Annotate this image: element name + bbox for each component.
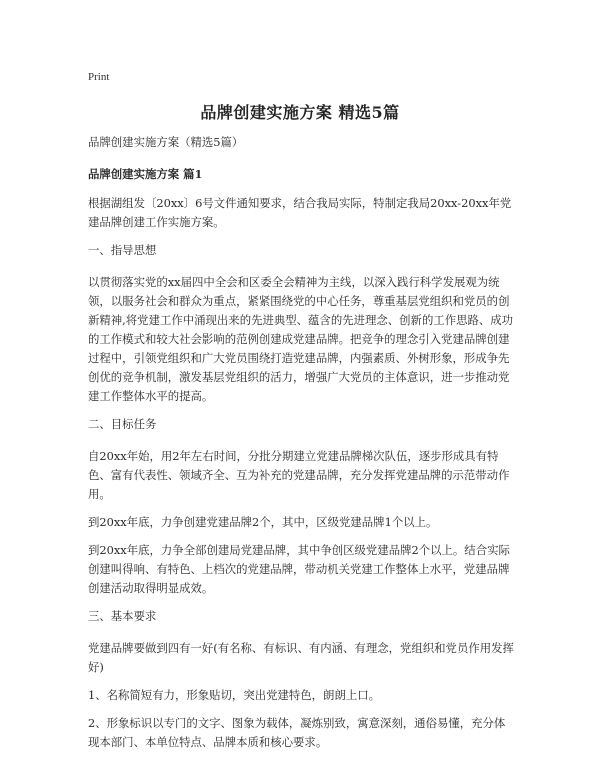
heading-goals: 二、目标任务 [88, 417, 157, 431]
paragraph-goals-1: 自20xx年始，用2年左右时间，分批分期建立党建品牌梯次队伍，逐步形成具有特色、富有代表性、领域齐全、互为补充的党建品牌，充分发挥党建品牌的示范带动作用。 [88, 449, 510, 501]
paragraph-requirements-intro: 党建品牌要做到四有一好(有名称、有标识、有内涵、有理念，党组织和党员作用发挥好) [88, 641, 514, 674]
paragraph-goals-2: 到20xx年底，力争创建党建品牌2个，其中，区级党建品牌1个以上。 [88, 515, 438, 529]
heading-guiding-ideology: 一、指导思想 [88, 243, 157, 257]
document-title: 品牌创建实施方案 精选5篇 [200, 103, 400, 122]
print-link[interactable]: Print [88, 71, 110, 83]
paragraph-guiding-ideology: 以贯彻落实党的xx届四中全会和区委全会精神为主线，以深入践行科学发展观为统领，以服务社会和群众为重点，紧紧围绕党的中心任务，尊重基层党组织和党员的创新精神,将党建工作中涌现出来的先进典型、蕴含的先进理念、创新的工作思路、成功的工作模式和较大社会影响的范例创建成党建品牌。把竞争的理念引入党建品牌创建过程中，引领党组织和广大党员围绕打造党建品牌，内强素质、外树形象，形成争先创优的竞争机制，激发基层党组织的活力，增强广大党员的主体意识，进一步推动党建工作整体水平的提高。 [88, 275, 514, 403]
document-body [88, 133, 516, 761]
paragraph-requirement-2: 2、形象标识以专门的文字、图象为载体，凝炼别致，寓意深刻，通俗易懂，充分体现本部门、本单位特点、品牌本质和核心要求。 [88, 716, 506, 749]
paragraph-requirement-1: 1、名称简短有力，形象贴切，突出党建特色，朗朗上口。 [88, 688, 381, 702]
paragraph-intro: 根据湖组发〔20xx〕6号文件通知要求，结合我局实际，特制定我局20xx-20xx年党建品牌创建工作实施方案。 [88, 196, 512, 229]
section-title: 品牌创建实施方案 篇1 [88, 167, 203, 181]
document-subtitle: 品牌创建实施方案（精选5篇） [88, 135, 244, 149]
paragraph-goals-3: 到20xx年底，力争全部创建局党建品牌，其中争创区级党建品牌2个以上。结合实际创建叫得响、有特色、上档次的党建品牌，带动机关党建工作整体上水平，党建品牌创建活动取得明显成效。 [88, 543, 510, 595]
heading-requirements: 三、基本要求 [88, 609, 157, 623]
